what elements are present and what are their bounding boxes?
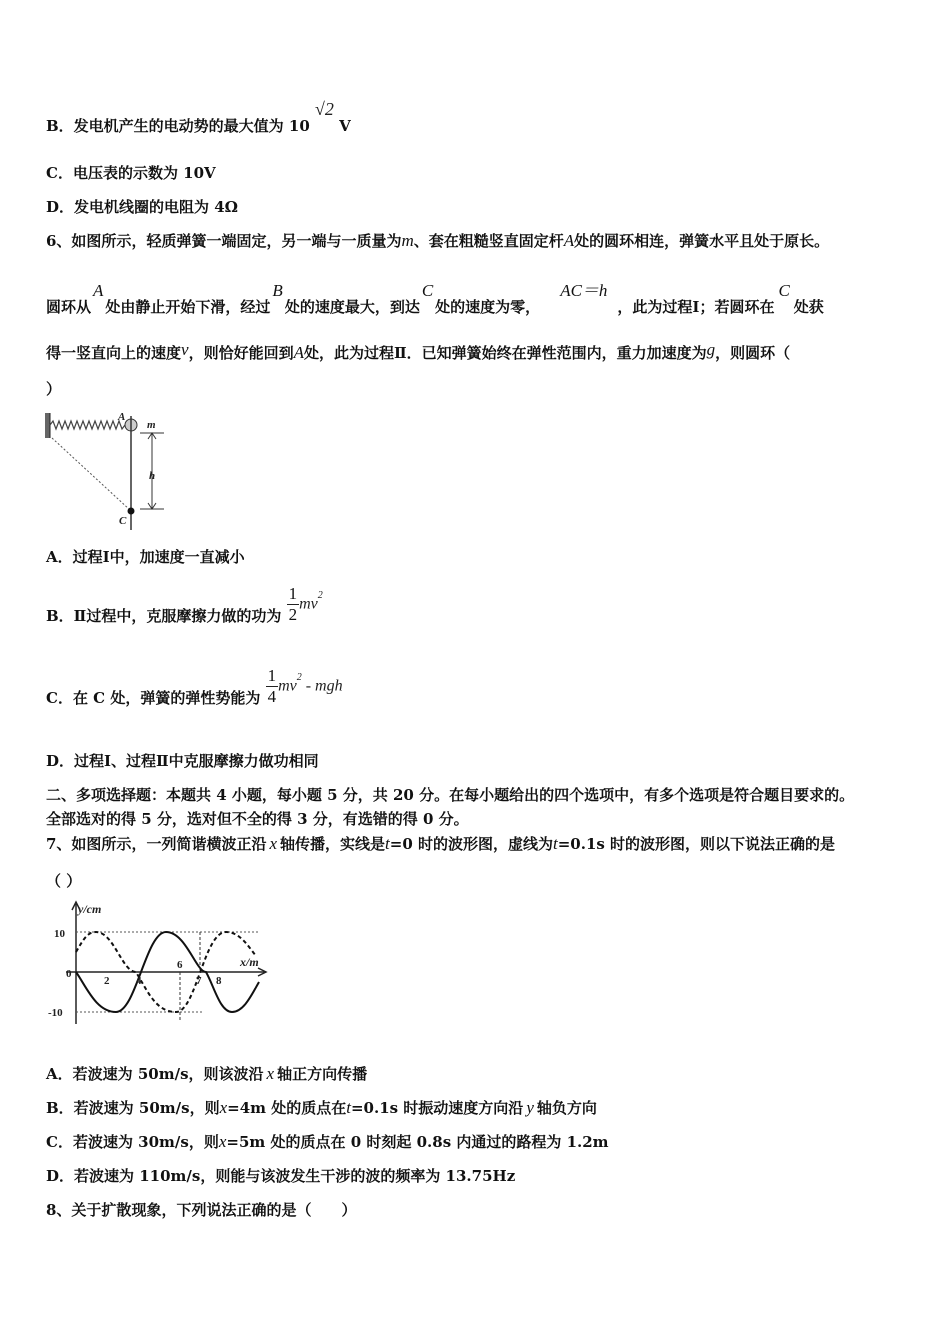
q6-text: ，则恰好能回到: [188, 344, 294, 362]
q6-var-c: C: [421, 281, 434, 300]
q7-line-1: [46, 833, 835, 854]
q6-option-b-fraction: [287, 584, 300, 625]
q7-var-x: x: [219, 1098, 228, 1117]
q7-text: 轴正方向传播: [277, 1065, 368, 1083]
q6-line-2: [46, 281, 824, 317]
label-a: A: [118, 411, 126, 423]
q5-option-b: [46, 99, 351, 136]
q6-text: 处的圆环相连，弹簧水平且处于原长。: [574, 232, 830, 250]
dotted-line: [52, 438, 130, 510]
q7-text: 轴传播，实线是: [280, 835, 386, 853]
q7-var-t: t: [552, 834, 558, 853]
x-axis-label: x/m: [240, 955, 259, 969]
q6-text: 处的速度最大，到达: [284, 298, 420, 316]
q6-line-4: ）: [46, 380, 62, 398]
q7-text: A．若波速为 50m/s，则该波沿: [46, 1065, 264, 1083]
q7-option-d: D．若波速为 110m/s，则能与该波发生干涉的波的频率为 13.75Hz: [46, 1167, 516, 1185]
label-c: C: [119, 515, 127, 527]
spring-ring-figure: [40, 408, 175, 533]
q6-option-b: [46, 583, 323, 626]
q6-var-g: g: [706, 340, 716, 359]
q6-option-c-expr: mv: [278, 677, 297, 695]
q6-text: 处获: [793, 298, 824, 316]
x-tick-8: 8: [216, 975, 222, 987]
q6-text: ，则圆环（: [715, 344, 791, 362]
y-axis-label: y/cm: [78, 902, 102, 916]
ring-at-c: [128, 508, 135, 515]
q6-option-b-expr: mv: [299, 595, 318, 613]
q6-text: 6、如图所示，轻质弹簧一端固定，另一端与一质量为: [46, 232, 402, 250]
q6-text: 圆环从: [46, 298, 92, 316]
y-tick-10: 10: [54, 928, 65, 940]
q6-text: 、套在粗糙竖直固定杆: [413, 232, 564, 250]
q6-option-c-exp: 2: [296, 672, 302, 683]
x-tick-2: 2: [104, 975, 110, 987]
wall: [45, 413, 50, 438]
q6-option-b-exp: 2: [317, 590, 323, 601]
y-tick-0: 0: [66, 968, 72, 980]
x-tick-6: 6: [177, 959, 183, 971]
label-m: m: [147, 419, 156, 431]
q6-var-a: A: [293, 343, 304, 362]
q5-option-b-text: B．发电机产生的电动势的最大值为 10: [46, 117, 310, 135]
q5-option-b-root: √2: [315, 99, 334, 119]
q6-var-b: B: [272, 281, 283, 300]
q7-var-x: x: [269, 834, 277, 853]
fraction-denominator: 2: [288, 605, 298, 624]
q7-text: 7、如图所示，一列简谐横波正沿: [46, 835, 267, 853]
section2-line-2: 全部选对的得 5 分，选对但不全的得 3 分，有选错的得 0 分。: [46, 810, 469, 828]
q7-option-b: [46, 1097, 597, 1118]
q6-option-c-tail: - mgh: [301, 677, 343, 695]
q7-text: 轴负方向: [536, 1099, 597, 1117]
q6-text: ，此为过程Ⅰ；若圆环在: [617, 298, 775, 316]
q6-text: 处，此为过程Ⅱ．已知弹簧始终在弹性范围内，重力加速度为: [303, 344, 707, 362]
q6-text: 得一竖直向上的速度: [46, 344, 182, 362]
q6-option-c-fraction: [266, 666, 279, 707]
q7-option-a: [46, 1063, 367, 1084]
q7-text: =0.1s 时振动速度方向沿: [350, 1099, 524, 1117]
q6-var-m: m: [401, 231, 414, 250]
q7-text: =5m 处的质点在 0 时刻起 0.8s 内通过的路程为 1.2m: [226, 1133, 609, 1151]
q7-option-c: [46, 1131, 609, 1152]
q5-option-d: D．发电机线圈的电阻为 4Ω: [46, 198, 239, 216]
q6-option-a: A．过程Ⅰ中，加速度一直减小: [46, 548, 245, 566]
q5-option-b-unit: V: [339, 117, 351, 135]
q7-var-t: t: [385, 834, 390, 853]
q6-text: 处由静止开始下滑，经过: [105, 298, 271, 316]
q6-option-b-text: B．Ⅱ过程中，克服摩擦力做的功为: [46, 607, 282, 625]
section2-line-1: 二、多项选择题：本题共 4 小题，每小题 5 分，共 20 分。在每小题给出的四个选项中，有多个选项是符合题目要求的。: [46, 786, 855, 804]
q6-option-d: D．过程Ⅰ、过程Ⅱ中克服摩擦力做功相同: [46, 752, 319, 770]
q5-option-c: C．电压表的示数为 10V: [46, 164, 216, 182]
fraction-numerator: 1: [288, 584, 298, 603]
q6-line-1: [46, 230, 829, 251]
fraction-denominator: 4: [267, 687, 277, 706]
q7-text: =4m 处的质点在: [227, 1099, 347, 1117]
q7-var-t: t: [346, 1098, 351, 1117]
q7-text: B．若波速为 50m/s，则: [46, 1099, 220, 1117]
q7-text: =0.1s 时的波形图，则以下说法正确的是: [557, 835, 836, 853]
q6-option-c-text: C．在 C 处，弹簧的弹性势能为: [46, 689, 261, 707]
y-tick-neg10: -10: [48, 1007, 63, 1019]
q6-eq-ac: AC＝h: [560, 281, 608, 300]
q8-line-1: 8、关于扩散现象，下列说法正确的是（ ）: [46, 1201, 357, 1219]
q6-text: 处的速度为零，: [435, 298, 541, 316]
q7-text: =0 时的波形图，虚线为: [389, 835, 553, 853]
q6-var-a: A: [563, 231, 575, 250]
q6-var-v: v: [181, 340, 189, 359]
q6-line-3: [46, 342, 790, 363]
q7-line-2: （ ）: [46, 872, 82, 890]
fraction-numerator: 1: [267, 666, 277, 685]
q6-option-c: [46, 665, 343, 708]
wave-figure: [44, 898, 274, 1030]
q7-text: C．若波速为 30m/s，则: [46, 1133, 219, 1151]
q7-var-x: x: [266, 1064, 275, 1083]
label-h: h: [149, 470, 156, 482]
q6-var-c: C: [778, 281, 790, 300]
x-tick-4: 4: [136, 975, 142, 987]
x-tick-7: 7: [196, 975, 202, 987]
q7-var-y: y: [526, 1098, 534, 1117]
q6-var-a: A: [93, 281, 104, 300]
q7-var-x: x: [218, 1132, 227, 1151]
